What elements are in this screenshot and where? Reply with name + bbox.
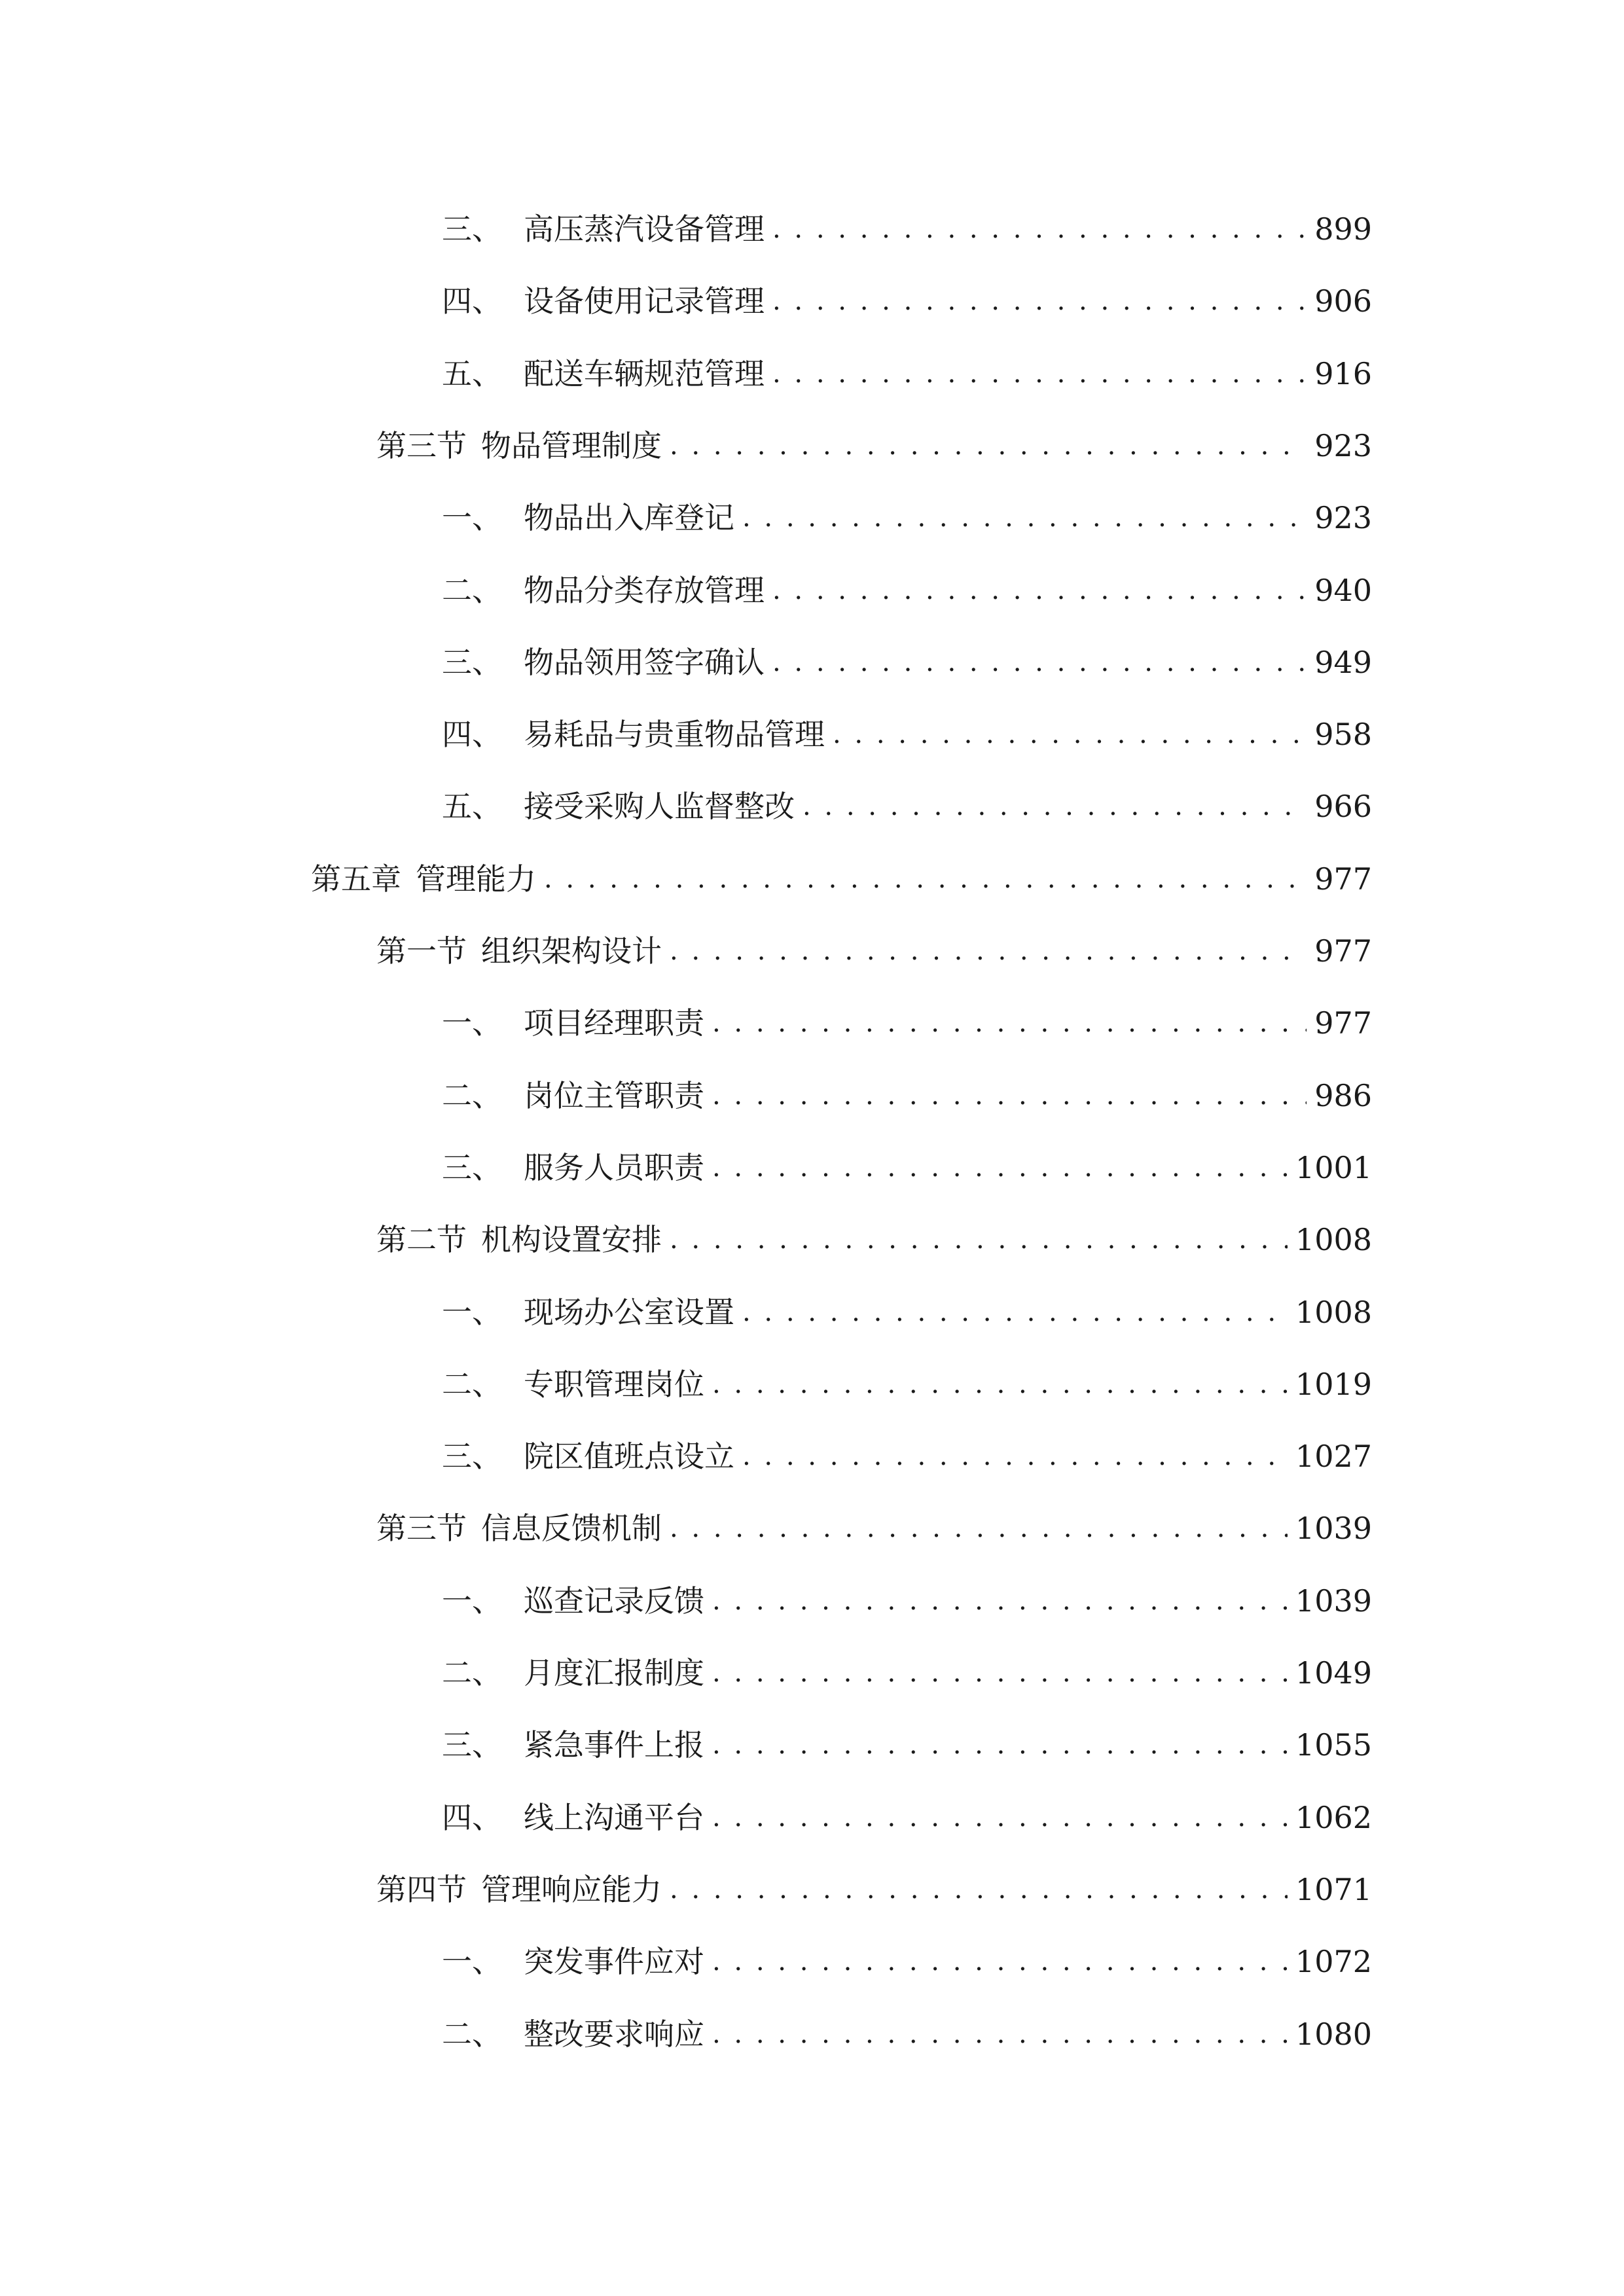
toc-entry-number: 二、 [442, 1655, 502, 1691]
toc-entry-number: 二、 [442, 1078, 502, 1113]
toc-entry-number: 三、 [442, 1727, 502, 1763]
toc-entry[interactable] [442, 1935, 1372, 1988]
toc-entry-number: 三、 [442, 645, 502, 680]
toc-entry[interactable] [442, 1575, 1372, 1627]
toc-entry-page-number: 1080 [1295, 2017, 1372, 2052]
toc-entry-title: 配送车辆规范管理 [524, 356, 765, 391]
toc-entry[interactable] [376, 420, 1372, 472]
toc-leader-dots [770, 203, 1307, 255]
toc-entry-number: 一、 [442, 500, 502, 535]
toc-entry-title: 岗位主管职责 [524, 1078, 704, 1113]
toc-entry-page-number: 1008 [1295, 1295, 1372, 1330]
toc-entry[interactable] [442, 1791, 1372, 1844]
toc-entry-number: 第四节 [376, 1872, 467, 1907]
toc-entry-page-number: 1039 [1295, 1511, 1372, 1546]
toc-entry[interactable] [442, 275, 1372, 327]
toc-leader-dots [710, 1791, 1288, 1844]
toc-entry-page-number: 1019 [1295, 1367, 1372, 1402]
toc-entry-number: 第三节 [376, 428, 467, 463]
toc-entry-page-number: 1008 [1295, 1222, 1372, 1257]
toc-entry-page-number: 1062 [1295, 1800, 1372, 1835]
toc-entry-title: 设备使用记录管理 [524, 283, 765, 319]
toc-entry[interactable] [442, 348, 1372, 400]
toc-entry-number: 二、 [442, 1367, 502, 1402]
toc-leader-dots [667, 925, 1307, 977]
toc-entry-title: 整改要求响应 [524, 2017, 704, 2052]
toc-entry-number: 一、 [442, 1005, 502, 1041]
toc-leader-dots [667, 420, 1307, 472]
toc-entry-title: 接受采购人监督整改 [524, 789, 795, 824]
toc-entry[interactable] [442, 1141, 1372, 1194]
toc-entry-number: 五、 [442, 356, 502, 391]
toc-leader-dots [710, 1719, 1288, 1771]
toc-entry[interactable] [442, 203, 1372, 255]
toc-leader-dots [770, 275, 1307, 327]
toc-entry-page-number: 1071 [1295, 1872, 1372, 1907]
toc-entry-number: 第二节 [376, 1222, 467, 1257]
toc-entry-page-number: 977 [1314, 861, 1372, 897]
toc-entry-page-number: 899 [1314, 211, 1372, 247]
toc-entry-number: 五、 [442, 789, 502, 824]
toc-entry-title: 紧急事件上报 [524, 1727, 704, 1763]
toc-entry-page-number: 1049 [1295, 1655, 1372, 1691]
toc-leader-dots [541, 853, 1307, 905]
toc-entry-number: 一、 [442, 1944, 502, 1979]
toc-leader-dots [830, 708, 1307, 761]
toc-entry[interactable] [442, 1719, 1372, 1771]
toc-entry[interactable] [442, 1358, 1372, 1410]
toc-entry[interactable] [442, 492, 1372, 544]
toc-entry-page-number: 986 [1314, 1078, 1372, 1113]
toc-entry-title: 物品管理制度 [481, 428, 662, 463]
toc-entry-title: 物品分类存放管理 [524, 573, 765, 608]
toc-entry-page-number: 966 [1314, 789, 1372, 824]
toc-entry[interactable] [376, 1502, 1372, 1554]
toc-entry-page-number: 916 [1314, 356, 1372, 391]
toc-entry-number: 四、 [442, 1800, 502, 1835]
toc-entry-page-number: 1027 [1295, 1439, 1372, 1474]
toc-leader-dots [710, 1358, 1288, 1410]
toc-entry-title: 院区值班点设立 [524, 1439, 734, 1474]
toc-entry-title: 易耗品与贵重物品管理 [524, 717, 825, 752]
toc-entry-page-number: 1055 [1295, 1727, 1372, 1763]
toc-entry-title: 管理能力 [416, 861, 536, 897]
toc-entry[interactable] [442, 1069, 1372, 1122]
toc-leader-dots [740, 492, 1307, 544]
toc-entry-page-number: 1039 [1295, 1583, 1372, 1619]
toc-entry-number: 第一节 [376, 933, 467, 969]
toc-entry[interactable] [376, 1213, 1372, 1266]
toc-leader-dots [710, 2008, 1288, 2060]
toc-leader-dots [710, 1141, 1288, 1194]
toc-entry-title: 物品出入库登记 [524, 500, 734, 535]
toc-entry[interactable] [311, 853, 1372, 905]
toc-leader-dots [740, 1430, 1288, 1482]
toc-leader-dots [667, 1213, 1288, 1266]
toc-leader-dots [710, 1647, 1288, 1699]
toc-leader-dots [770, 564, 1307, 617]
toc-entry-page-number: 949 [1314, 645, 1372, 680]
toc-entry[interactable] [442, 1430, 1372, 1482]
toc-entry-title: 巡查记录反馈 [524, 1583, 704, 1619]
toc-entry-page-number: 923 [1314, 428, 1372, 463]
toc-entry-number: 三、 [442, 1439, 502, 1474]
toc-entry[interactable] [442, 997, 1372, 1049]
toc-entry-number: 三、 [442, 1150, 502, 1185]
toc-entry-title: 信息反馈机制 [481, 1511, 662, 1546]
toc-entry-page-number: 1072 [1295, 1944, 1372, 1979]
toc-leader-dots [710, 1935, 1288, 1988]
toc-leader-dots [667, 1502, 1288, 1554]
toc-entry-number: 二、 [442, 573, 502, 608]
toc-entry-title: 管理响应能力 [481, 1872, 662, 1907]
toc-entry-page-number: 958 [1314, 717, 1372, 752]
toc-entry[interactable] [442, 636, 1372, 689]
toc-entry-title: 月度汇报制度 [524, 1655, 704, 1691]
toc-entry[interactable] [376, 925, 1372, 977]
toc-leader-dots [740, 1286, 1288, 1338]
toc-entry-title: 服务人员职责 [524, 1150, 704, 1185]
toc-entry-title: 线上沟通平台 [524, 1800, 704, 1835]
toc-entry-title: 专职管理岗位 [524, 1367, 704, 1402]
toc-leader-dots [710, 997, 1307, 1049]
toc-entry-title: 现场办公室设置 [524, 1295, 734, 1330]
toc-leader-dots [800, 780, 1307, 833]
toc-entry-number: 四、 [442, 717, 502, 752]
toc-entry[interactable] [442, 1647, 1372, 1699]
toc-leader-dots [710, 1069, 1307, 1122]
toc-entry-number: 第五章 [311, 861, 401, 897]
toc-entry-page-number: 940 [1314, 573, 1372, 608]
toc-leader-dots [770, 636, 1307, 689]
toc-entry-title: 高压蒸汽设备管理 [524, 211, 765, 247]
toc-entry[interactable] [442, 564, 1372, 617]
toc-entry[interactable] [376, 1863, 1372, 1916]
toc-entry-number: 二、 [442, 2017, 502, 2052]
toc-entry-number: 三、 [442, 211, 502, 247]
toc-entry[interactable] [442, 2008, 1372, 2060]
toc-entry-title: 突发事件应对 [524, 1944, 704, 1979]
toc-entry-title: 组织架构设计 [481, 933, 662, 969]
toc-leader-dots [667, 1863, 1288, 1916]
toc-entry-number: 一、 [442, 1583, 502, 1619]
toc-entry[interactable] [442, 708, 1372, 761]
toc-leader-dots [710, 1575, 1288, 1627]
toc-leader-dots [770, 348, 1307, 400]
toc-entry-page-number: 1001 [1295, 1150, 1372, 1185]
toc-entry-number: 四、 [442, 283, 502, 319]
toc-entry-page-number: 977 [1314, 933, 1372, 969]
toc-entry-title: 物品领用签字确认 [524, 645, 765, 680]
toc-entry-title: 项目经理职责 [524, 1005, 704, 1041]
toc-entry-page-number: 906 [1314, 283, 1372, 319]
toc-entry-title: 机构设置安排 [481, 1222, 662, 1257]
toc-entry-number: 第三节 [376, 1511, 467, 1546]
toc-entry[interactable] [442, 780, 1372, 833]
toc-entry-page-number: 977 [1314, 1005, 1372, 1041]
toc-entry-page-number: 923 [1314, 500, 1372, 535]
toc-entry[interactable] [442, 1286, 1372, 1338]
toc-entry-number: 一、 [442, 1295, 502, 1330]
